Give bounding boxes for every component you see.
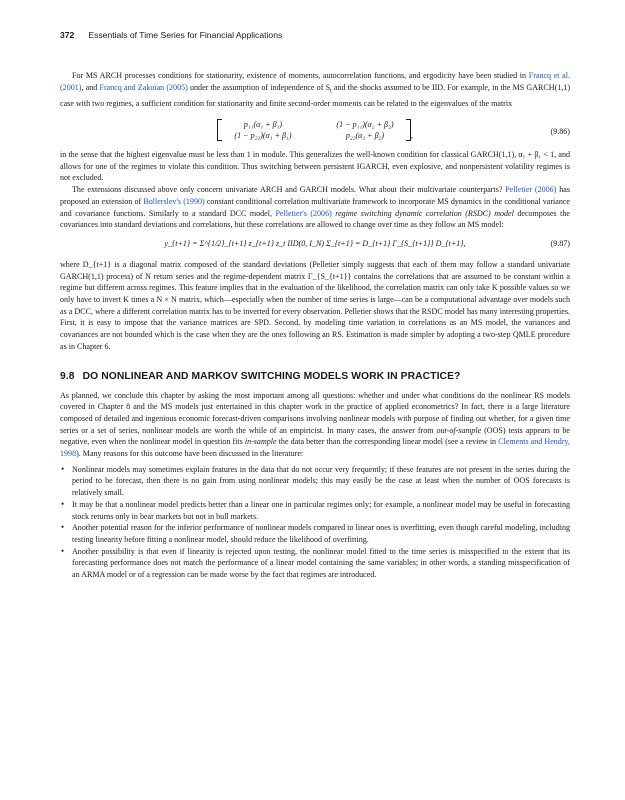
section-heading — [60, 371, 570, 382]
list-item: • Another potential reason for the inferior performance of nonlinear models compared to linear ones is overfitting, even though careful modeling, including testing linearity before fitting a nonlinear model, should reduce the likelihood of overfitting. — [60, 522, 570, 545]
reasons-list — [60, 464, 570, 581]
paragraph-conclusion: As planned, we conclude this chapter by asking the most important among all questions: whether and under what conditions do the nonlinear RS models covered in Chapter 8 and the MS models just entertained in this chapter work in the practice of applied econometrics? In fact, there is a large literature composed of detailed and ingenious economic forecast-driven comparisons involving nonlinear models with purpose of finding out whether, for a given time series or a set of series, nonlinear models are worth the while of an empiricist. In many cases, the answer from out-of-sample (OOS) tests appears to be negative, even when the nonlinear model in question fits in-sample the data better than the corresponding linear model (see a review in Clements and Hendry, 1998). Many reasons for this outcome have been discussed in the literature: — [60, 390, 571, 459]
equation-number: (9.86) — [550, 127, 570, 136]
running-title: Essentials of Time Series for Financial Applications — [88, 30, 283, 40]
paragraph-rsdc: The extensions discussed above only concern univariate ARCH and GARCH models. What about their multivariate counterparts? Pelletier (2006) has proposed an extension of Bollerslev's (1990) constant conditional correlation multivariate framework to incorporate MS dynamics in the conditional variance and covariance functions. Similarly to a standard DCC model, Pelletier's (2006) regime switching dynamic correlation (RSDC) model decomposes the covariances into standard deviations and correlations, but these correlations are allowed to change over time as they follow an MS model: — [60, 185, 570, 230]
citation-link[interactable]: Pelletier's (2006) — [275, 208, 332, 218]
paragraph-eigenvalue: in the sense that the highest eigenvalue must be less than 1 in module. This generalizes the well-known condition for classical GARCH(1,1), α₁ + β₁ < 1, and allows for one of the regimes to violate this condition. Thus switching between persistent IGARCH, even explosive, and nonpersistent volatility regimes is not excluded. — [60, 150, 570, 183]
citation-link[interactable]: Francq et al. (2001) — [60, 71, 570, 92]
running-header — [60, 30, 570, 40]
paragraph-diagonal-matrix: where D_{t+1} is a diagonal matrix composed of the standard deviations (Pelletier simply suggests that each of them may follow a standard univariate GARCH(1,1) process) of N return series and the regime-dependent matrix Γ_{S_{t+1}} contains the correlations that are assumed to be constant within a regime but different across regimes. This feature implies that in the evaluation of the likelihood, the correlation matrix can only take K possible values so we only have to invert K times a N × N matrix, which—especially when the number of time series is large—can be a computational advantage over models such as a DCC, where a different correlation matrix has to be inverted for every observation. Pelletier shows that the RSDC model has many interesting properties. First, it is easy to impose that the variance matrices are SPD. Second, by modeling time variation in correlations as an MS model, the variances and covariances are not bounded which is the case when they are the ones following an RS. Estimation is made simpler by adopting a two-step QMLE procedure as in Chapter 6. — [60, 259, 570, 351]
citation-link[interactable]: Pelletier (2006) — [505, 185, 557, 195]
citation-link[interactable]: Clements and Hendry, 1998 — [60, 437, 571, 459]
page — [60, 30, 570, 581]
section-title: DO NONLINEAR AND MARKOV SWITCHING MODELS WORK IN PRACTICE? — [82, 370, 461, 382]
list-item: • Nonlinear models may sometimes explain features in the data that do not occur very frequently; if these features are not present in the series during the period to be forecast, then there is no gain from using nonlinear models; this may easily be the case at least when the number of OOS forecasts is relatively small. — [60, 464, 570, 499]
citation-link[interactable]: Francq and Zakoïan (2005) — [99, 82, 188, 92]
list-item: • Another possibility is that even if linearity is rejected upon testing, the nonlinear model fitted to the time series is misspecified to the extent that its forecasting performance does not match the performance of a linear model containing the same variables; in other words, a standing misspecification of an ARMA model or of a regression can be made worse by the fact that regimes are introduced. — [60, 546, 570, 581]
list-item: • It may be that a nonlinear model predicts better than a linear one in particular regimes only; for example, a nonlinear model may be useful in forecasting stock returns only in bear markets but not in bull markets. — [60, 499, 570, 522]
transition-matrix: p₁₁(α₁ + β₁) (1 − p₁₁)(α₂ + β₂) (1 − p₂₂)(α₁ + β₁) p₂₂(α₂ + β₂) — [217, 119, 411, 141]
equation-9-86: p₁₁(α₁ + β₁) (1 − p₁₁)(α₂ + β₂) (1 − p₂₂)(α₁ + β₁) p₂₂(α₂ + β₂) , (9.86) — [60, 119, 570, 147]
section-number: 9.8 — [60, 370, 75, 382]
equation-number: (9.87) — [550, 238, 570, 248]
paragraph-ms-arch: For MS ARCH processes conditions for stationarity, existence of moments, autocorrelation functions, and ergodicity have been studied in Francq et al. (2001), and Francq and Zakoïan (2005) under the assumption of independence of $S_t$ and the shocks assumed to be IID. For example, in the MS GARCH(1,1) case with two regimes, a sufficient condition for stationarity and finite second-order moments can be related to the eigenvalues of the matrix — [60, 71, 570, 109]
page-number: 372 — [60, 30, 75, 40]
citation-link[interactable]: Bollerslev's (1990) — [143, 196, 205, 206]
equation-9-87: y_{t+1} = Σ^{1/2}_{t+1} z_{t+1} z_t IID(0, I_N) Σ_{t+1} = D_{t+1} Γ_{S_{t+1}} D_{t+1}, (9.87) — [164, 238, 570, 248]
